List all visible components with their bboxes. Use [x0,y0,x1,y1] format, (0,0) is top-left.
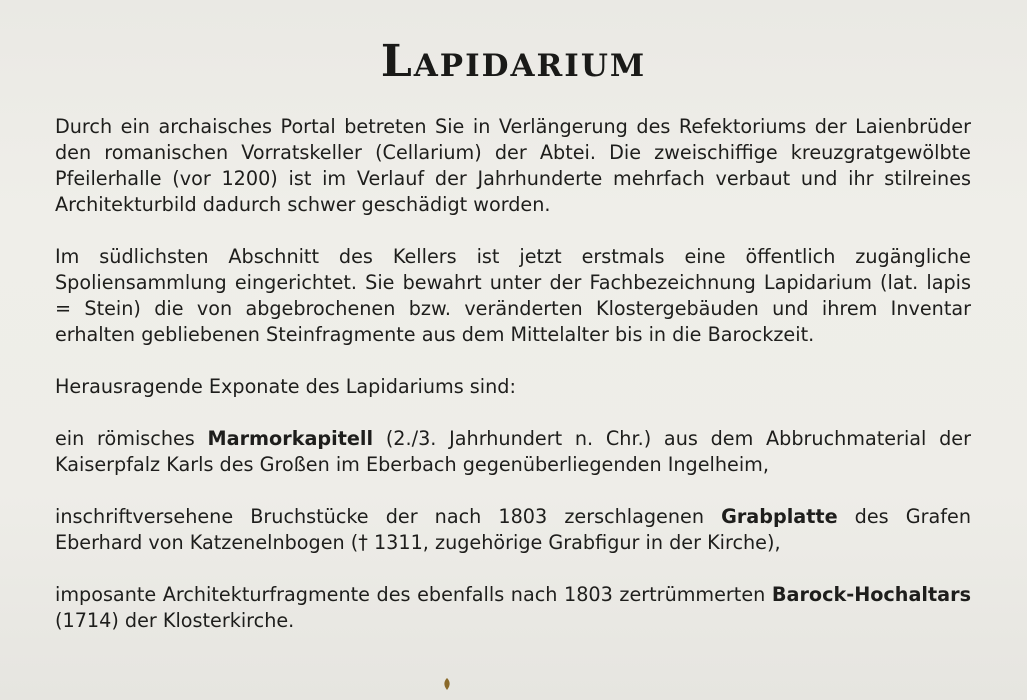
paragraph-marble-capital [55,426,971,478]
sign-body [55,114,971,660]
paragraph-portal: Durch ein archaisches Portal betreten Sie in Verlängerung des Refektoriums der Laienbrüder den romanischen Vorratskeller (Cellarium) der Abtei. Die zweischiffige kreuzgratgewölbte Pfeilerhalle (vor 1200) ist im Verlauf der Jahrhunderte mehrfach verbaut und ihr stilreines Architekturbild dadurch schwer geschädigt worden. [55,115,971,216]
highlight-term: Barock-Hochaltars [771,583,971,606]
text-before: inschriftversehene Bruchstücke der nach 1803 zerschlagenen [55,505,722,528]
paragraph-high-altar [55,582,971,634]
text-before: imposante Architekturfragmente des ebenfalls nach 1803 zertrümmerten [55,583,772,606]
highlight-term: Grabplatte [721,505,838,528]
highlight-term: Marmorkapitell [207,427,374,450]
text-after: (2./3. Jahrhundert n. Chr.) aus dem Abbruchmaterial der Kaiserpfalz Karls des Großen im Eberbach gegenüberliegenden Ingelheim, [55,427,971,476]
paragraph-collection: Im südlichsten Abschnitt des Kellers ist jetzt erstmals eine öffentlich zugängliche Spoliensammlung eingerichtet. Sie bewahrt unter der Fachbezeichnung Lapidarium (lat. lapis = Stein) die von abgebrochenen bzw. veränderten Klostergebäuden und ihrem Inventar erhalten gebliebenen Steinfragmente aus dem Mittelalter bis in die Barockzeit. [55,245,971,346]
paragraph-grave-slab [55,504,971,556]
paragraph-exhibits-intro: Herausragende Exponate des Lapidariums sind: [55,375,516,398]
sign-title: Lapidarium [380,36,647,87]
ornament-icon [439,676,455,692]
text-after: (1714) der Klosterkirche. [55,609,295,632]
text-after: des Grafen Eberhard von Katzenelnbogen († 1311, zugehörige Grabfigur in der Kirche), [55,505,971,554]
text-before: ein römisches [55,427,208,450]
